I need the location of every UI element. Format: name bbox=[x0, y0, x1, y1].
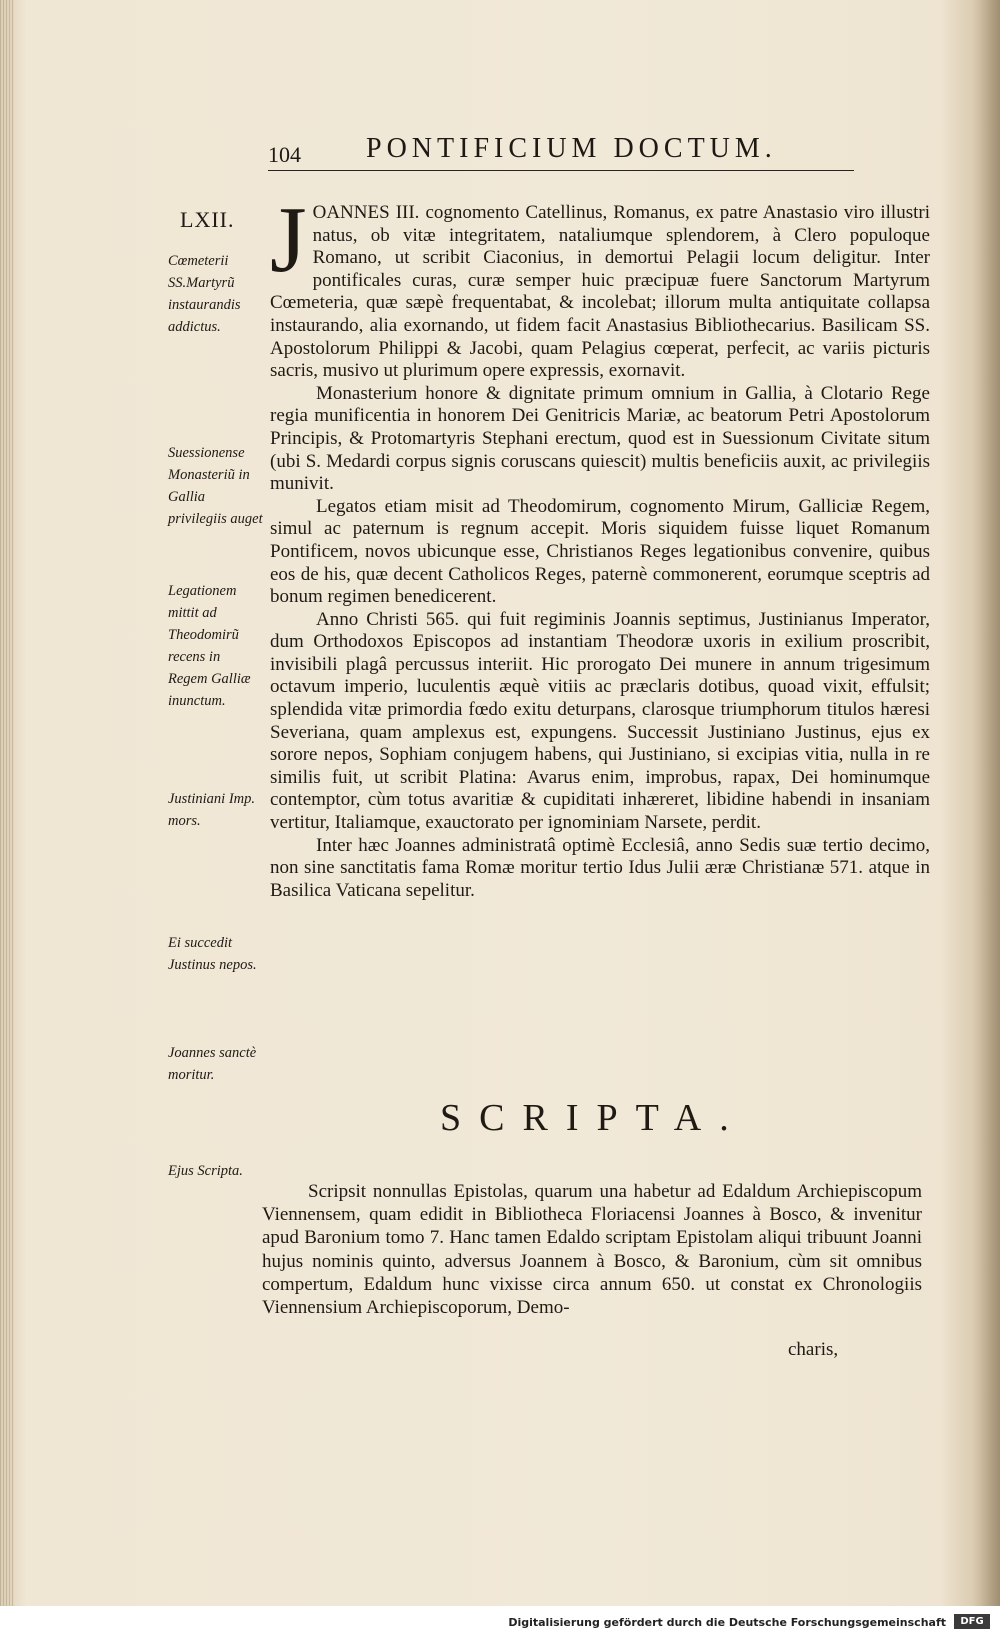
margin-note-legation: Legationem mittit ad Theodomirũ recens in Regem Galliæ inunctum. bbox=[168, 583, 251, 709]
page-number: 104 bbox=[268, 142, 301, 167]
margin-note-writings: Ejus Scripta. bbox=[168, 1163, 243, 1179]
section-title-scripta: SCRIPTA. bbox=[440, 1097, 747, 1139]
margin-note-justinian-death: Justiniani Imp. mors. bbox=[168, 791, 255, 829]
running-title: PONTIFICIUM DOCTUM. bbox=[366, 133, 777, 164]
scripta-text bbox=[262, 1180, 922, 1319]
paragraph-2: Monasterium honore & dignitate primum omnium in Gallia, à Clotario Rege regia munificentia in honorem Dei Genitricis Mariæ, ac beatorum Petri Apostolorum Principis, & Protomartyris Stephani erectum, quod est in Suessionum Civitate situm (ubi S. Medardi corpus signis coruscans quiescit) multis beneficiis auxit, ac privilegiis munivit. bbox=[270, 382, 930, 495]
dfg-logo: DFG bbox=[954, 1614, 990, 1629]
margin-note-monastery: Suessionense Monasteriũ in Gallia privilegiis auget bbox=[168, 445, 263, 527]
scripta-paragraph: Scripsit nonnullas Epistolas, quarum una habetur ad Edaldum Archiepiscopum Viennensem, quam edidit in Bibliotheca Floriacensi Joannes à Bosco, & invenitur apud Baronium tomo 7. Hanc tamen Edaldo scriptam Epistolam aliqui tribuunt Joanni hujus nominis quinto, adversus Joannem à Bosco, & Baronium, cùm sit omnibus compertum, Edaldum hunc vixisse circa annum 650. ut constat ex Chronologiis Viennensium Archiepiscoporum, Demo- bbox=[262, 1181, 922, 1319]
paragraph-5: Inter hæc Joannes administratâ optimè Ecclesiâ, anno Sedis suæ tertio decimo, non sine sanctitatis fama Romæ moritur tertio Idus Julii æræ Christianæ 571. atque in Basilica Vaticana sepelitur. bbox=[270, 834, 930, 901]
catchword: charis, bbox=[788, 1339, 839, 1360]
margin-note-joannes-dies: Joannes sanctè moritur. bbox=[168, 1045, 257, 1083]
page-edge-right bbox=[972, 0, 1000, 1606]
drop-cap: J bbox=[270, 188, 307, 292]
paragraph-3: Legatos etiam misit ad Theodomirum, cognomento Mirum, Galliciæ Regem, simul ac paternum is regnum accepit. Moris siquidem fuisse liquet Romanum Pontificem, novos ubicunque esse, Christianos Reges legationibus convenire, quibus eos de his, quæ decent Catholicos Reges, paternè commonerent, eorumque sceptris ad bonum regimen benedicerent. bbox=[270, 495, 930, 608]
digitization-note: Digitalisierung gefördert durch die Deutsche Forschungsgemeinschaft bbox=[508, 1616, 946, 1629]
chapter-number: LXII. bbox=[180, 207, 235, 232]
margin-note-justinus-succeeds: Ei succedit Justinus nepos. bbox=[168, 935, 257, 973]
paragraph-1 bbox=[270, 188, 930, 383]
paragraph-4: Anno Christi 565. qui fuit regiminis Joannis septimus, Justinianus Imperator, dum Orthodoxos Episcopos ad instantiam Theodoræ uxoris in exilium proscribit, invisibili plagâ percussus interiit. Hic prorogato Dei munere in annum trigesimum octavum imperio, luculentis æquè vitiis ac præclaris dotibus, quoad vixit, effulsit; splendida vitæ primordia fœdo exitu deturpans, clarosque triumphorum titulos hæresi Severiana, quam amplexus est, expungens. Successit Justiniano Justinus, ejus ex sorore nepos, Sophiam conjugem habens, qui Justiniano, si excipias vitia, nulla in re similis fuit, ut scribit Platina: Avarus enim, improbus, rapax, Dei hominumque contemptor, cùm totus avaritiæ & cupiditati inhæreret, libidine habendi in insaniam vertitur, Italiamque, exauctorato per ignominiam Narsete, perdit. bbox=[270, 608, 930, 834]
page-edge-left bbox=[0, 0, 14, 1606]
body-text bbox=[270, 188, 930, 902]
margin-note-cemeteries: Cœmeterii SS.Martyrũ instaurandis addictus. bbox=[168, 253, 241, 335]
page-header bbox=[268, 130, 854, 171]
footer-bar bbox=[0, 1606, 1000, 1634]
paragraph-1-text: OANNES III. cognomento Catellinus, Romanus, ex patre Anastasio viro illustri natus, ob vitæ integritatem, nataliumque splendorem, à Clero populoque Romano, ut scribit Ciaconius, in demortui Pelagii locum deligitur. Inter pontificales curas, curæ semper huic præcipuæ fuere Sanctorum Martyrum Cœmeteria, quæ sæpè frequentabat, & incolebat; illorum multa antiquitate collapsa instaurando, alia exornando, ut fidem facit Anastasius Bibliothecarius. Basilicam SS. Apostolorum Philippi & Jacobi, quam Pelagius cœperat, perfecit, ac variis picturis sacris, musivo ut plurimum opere expressis, exornavit. bbox=[270, 202, 930, 382]
